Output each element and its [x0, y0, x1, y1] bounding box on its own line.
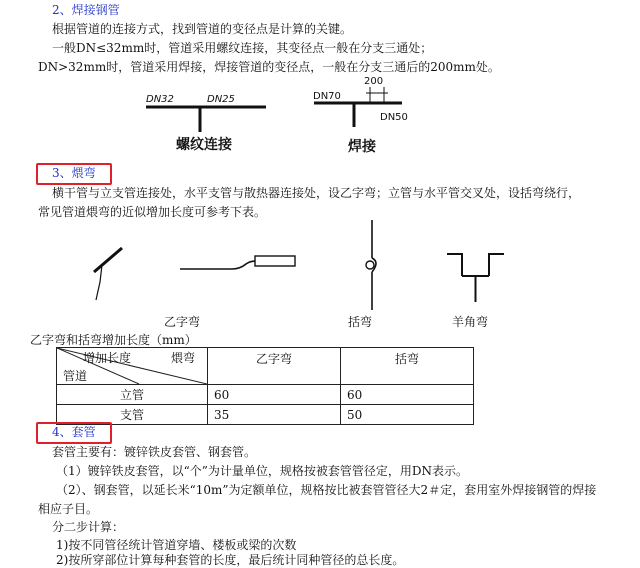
table-cell: 60	[341, 385, 474, 405]
section-4-para-4: 相应子目。	[38, 502, 99, 516]
bracket-bend-label: 括弯	[348, 315, 373, 329]
zigzag-bend	[180, 256, 295, 269]
riser-offset-bend	[94, 248, 122, 300]
thread-dn-b-label: DN25	[207, 94, 235, 105]
section-2-title: 2、焊接钢管	[52, 3, 120, 17]
bend-length-table	[56, 347, 474, 425]
section-3-para-2: 常见管道煨弯的近似增加长度可参考下表。	[38, 205, 267, 219]
goat-horn-bend	[447, 254, 504, 302]
section-4-para-6: 1)按不同管径统计管道穿墙、楼板或梁的次数	[56, 538, 297, 552]
weld-dim-label: 200	[364, 76, 384, 87]
section-2-para-2: 一般DN≤32mm时，管道采用螺纹连接，其变径点一般在分支三通处；	[52, 41, 433, 55]
section-4-para-5: 分二步计算：	[52, 520, 125, 534]
section-4-title: 4、套管	[52, 425, 96, 439]
section-2-para-3: DN>32mm时，管道采用焊接，焊接管道的变径点，一般在分支三通后的200mm处。	[38, 60, 500, 74]
table-row-name: 立管	[57, 385, 208, 405]
table-header-top-left: 增加长度	[83, 351, 132, 365]
table-header-row	[57, 348, 474, 385]
thread-dn-a-label: DN32	[146, 94, 174, 105]
weld-dn-a-label: DN70	[313, 91, 341, 102]
table-header-col2: 括弯	[341, 348, 474, 385]
table-header-col1: 乙字弯	[208, 348, 341, 385]
table-row	[57, 405, 474, 425]
bend-figures	[80, 218, 520, 314]
thread-caption: 螺纹连接	[176, 137, 232, 153]
section-2-para-1: 根据管道的连接方式，找到管道的变径点是计算的关键。	[52, 22, 353, 36]
section-4-para-3: （2）、钢套管，以延长米“10m”为定额单位，规格按比被套管管径大2＃定，套用室外焊接钢管的焊接	[56, 483, 597, 497]
goat-horn-bend-label: 羊角弯	[452, 315, 489, 329]
table-diagonal-header-cell	[57, 348, 208, 385]
table-header-top-right: 煨弯	[171, 351, 196, 365]
section-4-para-2: （1）镀锌铁皮套管，以“个”为计量单位，规格按被套管管径定，用DN表示。	[56, 464, 469, 478]
weld-caption: 焊接	[348, 139, 376, 155]
zigzag-bend-label: 乙字弯	[164, 315, 201, 329]
table-row	[57, 385, 474, 405]
weld-dn-b-label: DN50	[380, 112, 408, 123]
table-cell: 50	[341, 405, 474, 425]
table-header-bottom-left: 管道	[63, 369, 88, 383]
section-4-para-1: 套管主要有：镀锌铁皮套管、钢套管。	[52, 445, 257, 459]
bracket-bend	[366, 220, 376, 310]
table-cell: 60	[208, 385, 341, 405]
table-cell: 35	[208, 405, 341, 425]
table-row-name: 支管	[57, 405, 208, 425]
table-caption: 乙字弯和括弯增加长度（mm）	[30, 333, 197, 347]
section-3-para-1: 横干管与立支管连接处，水平支管与散热器连接处，设乙字弯；立管与水平管交叉处，设括弯绕行，	[52, 186, 581, 200]
section-3-title: 3、煨弯	[52, 166, 96, 180]
section-4-para-7: 2)按所穿部位计算每种套管的长度，最后统计同种管径的总长度。	[56, 553, 405, 567]
